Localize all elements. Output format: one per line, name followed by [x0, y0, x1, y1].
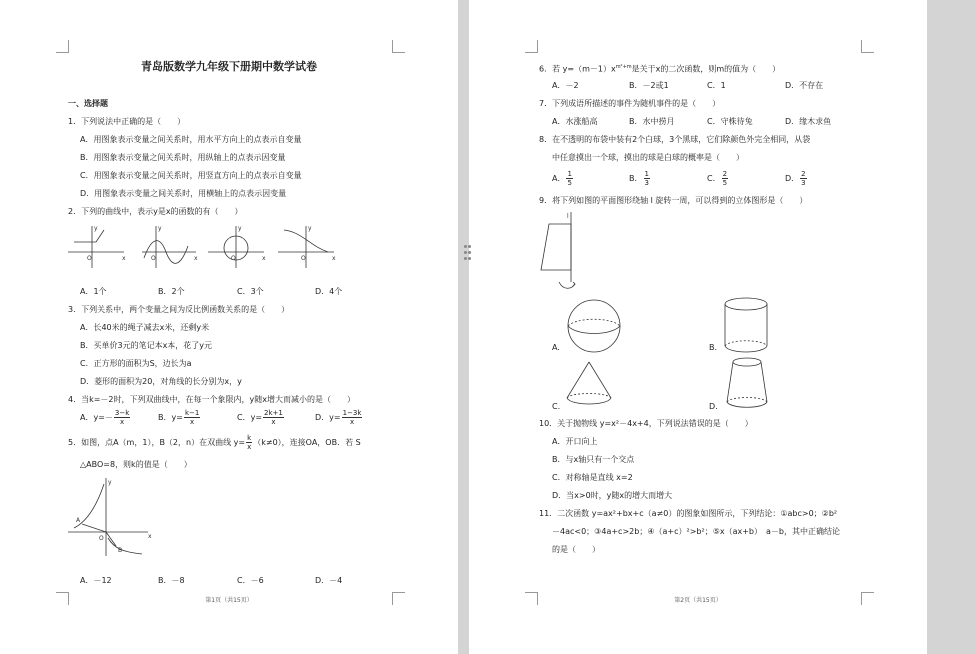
question-1-option-b: B．用图象表示变量之间关系时，用纵轴上的点表示因变量 [80, 153, 286, 162]
svg-text:x: x [194, 255, 198, 262]
question-8-option-a: A． $\frac{1}{5}$ [552, 170, 572, 187]
sphere-shape [565, 298, 625, 358]
question-11-stem: 11．二次函数 y=ax²+bx+c（a≠0）的图象如图所示，下列结论：①abc>0；②b² [539, 509, 838, 518]
graph-origin-label: O [87, 255, 92, 262]
y-axis-label: y [108, 479, 112, 486]
question-9-option-b[interactable]: B. [709, 343, 718, 352]
question-8-option-c: C． $\frac{2}{5}$ [707, 170, 728, 187]
crop-mark [56, 40, 69, 53]
question-1-option-a: A．用图象表示变量之间关系时，用水平方向上的点表示自变量 [80, 135, 302, 144]
question-3-option-a: A．长40米的绳子减去x米，还剩y米 [80, 323, 210, 332]
question-9-rotation-figure [537, 210, 577, 290]
question-5-stem: 5．如图，点A（m，1），B（2，n）在双曲线 y= $\frac{k}{x}$ （k≠0），连接OA，OB．若 S [68, 434, 361, 451]
crop-mark [392, 40, 405, 53]
svg-text:O: O [231, 255, 236, 262]
crop-mark [861, 40, 874, 53]
drag-handle[interactable] [464, 245, 472, 261]
graph-y-label: y [94, 225, 98, 232]
question-1-option-d: D．用图象表示变量之间关系时，用横轴上的点表示因变量 [80, 189, 287, 198]
question-9-option-d[interactable]: D. [709, 402, 718, 411]
question-6-option-a: A．－2 [552, 81, 579, 90]
question-7-option-b: B．水中捞月 [629, 117, 675, 126]
origin-label: O [99, 535, 104, 542]
cylinder-shape [723, 296, 773, 356]
question-2-option-c: C．3个 [237, 287, 264, 296]
question-8-option-d: D． $\frac{2}{3}$ [785, 170, 806, 187]
svg-text:y: y [238, 225, 242, 232]
question-10-option-b: B．与x轴只有一个交点 [552, 455, 635, 464]
document-title: 青岛版数学九年级下册期中数学试卷 [141, 60, 317, 73]
point-b-label: B [118, 547, 123, 554]
question-4-option-b: B．y= $\frac{k-1}{x}$ [158, 409, 200, 426]
question-1-option-c: C．用图象表示变量之间关系时，用竖直方向上的点表示自变量 [80, 171, 302, 180]
question-10-stem: 10．关于抛物线 y=x²－4x+4，下列说法错误的是（ ） [539, 419, 753, 428]
question-1-stem: 1．下列说法中正确的是（ ） [68, 117, 186, 126]
question-4-option-a: A．y=－ $\frac{3-k}{x}$ [80, 409, 130, 426]
question-3-stem: 3．下列关系中，两个变量之间为反比例函数关系的是（ ） [68, 305, 290, 314]
svg-text:y: y [158, 225, 162, 232]
document-page-1 [0, 0, 458, 654]
question-2-option-b: B．2个 [158, 287, 185, 296]
question-8-stem-cont: 中任意摸出一个球，摸出的球是白球的概率是（ ） [552, 153, 744, 162]
question-2-stem: 2．下列的曲线中，表示y是x的函数的有（ ） [68, 207, 243, 216]
question-4-stem: 4．当k=－2时，下列双曲线中，在每一个象限内，y随x增大而减小的是（ ） [68, 395, 355, 404]
frustum-shape [723, 354, 773, 414]
question-11-stem-cont: －4ac<0；③4a+c>2b；④（a+c）²>b²；⑤x（ax+b） a－b，其中正确结论 [552, 527, 840, 536]
question-7-option-d: D．缘木求鱼 [785, 117, 832, 126]
question-3-option-b: B．买单价3元的笔记本x本，花了y元 [80, 341, 213, 350]
point-a-label: A [76, 517, 81, 524]
axis-l-label: l [567, 213, 569, 220]
question-6-option-b: B．－2或1 [629, 81, 669, 90]
section-heading: 一、选择题 [68, 99, 108, 108]
question-10-option-c: C．对称轴是直线 x=2 [552, 473, 633, 482]
question-9-option-a[interactable]: A. [552, 343, 560, 352]
question-10-option-d: D．当x>0时，y随x的增大而增大 [552, 491, 673, 500]
question-7-option-a: A．水涨船高 [552, 117, 598, 126]
question-9-option-c[interactable]: C. [552, 402, 561, 411]
question-5-option-a: A．－12 [80, 576, 112, 585]
question-4-option-c: C．y= $\frac{2k+1}{x}$ [237, 409, 283, 426]
question-5-option-c: C．－6 [237, 576, 264, 585]
x-axis-label: x [148, 533, 152, 540]
svg-text:x: x [332, 255, 336, 262]
question-9-stem: 9．将下列如图的平面图形绕轴 l 旋转一周，可以得到的立体图形是（ ） [539, 196, 808, 205]
svg-text:O: O [301, 255, 306, 262]
cone-shape [565, 360, 615, 410]
question-6-option-c: C．1 [707, 81, 726, 90]
question-2-option-a: A．1个 [80, 287, 107, 296]
question-5-figure [68, 478, 158, 558]
question-7-stem: 7．下列成语所描述的事件为随机事件的是（ ） [539, 99, 721, 108]
question-5-option-d: D．－4 [315, 576, 343, 585]
question-5-option-b: B．－8 [158, 576, 185, 585]
svg-text:y: y [308, 225, 312, 232]
page-footer: 第1页（共15页） [205, 597, 253, 604]
question-7-option-c: C．守株待兔 [707, 117, 753, 126]
question-11-stem-end: 的是（ ） [552, 545, 600, 554]
question-4-option-d: D．y= $\frac{1-3k}{x}$ [315, 409, 362, 426]
question-10-option-a: A．开口向上 [552, 437, 598, 446]
crop-mark [525, 40, 538, 53]
question-3-option-c: C．正方形的面积为S，边长为a [80, 359, 192, 368]
svg-text:O: O [151, 255, 156, 262]
question-6-option-d: D．不存在 [785, 81, 824, 90]
question-2-graphs [66, 222, 406, 272]
question-6-stem: 6．若 $y=(m-1)x^{m^2+m}$是关于x的二次函数，则m的值为（ ） [539, 64, 781, 74]
question-8-option-b: B． $\frac{1}{3}$ [629, 170, 649, 187]
svg-text:x: x [262, 255, 266, 262]
question-2-option-d: D．4个 [315, 287, 343, 296]
question-8-stem: 8．在不透明的布袋中装有2个白球，3个黑球，它们除颜色外完全相同，从袋 [539, 135, 811, 144]
document-page-2 [469, 0, 927, 654]
question-3-option-d: D．菱形的面积为20，对角线的长分别为x，y [80, 377, 242, 386]
question-5-stem-cont: △ABO=8，则k的值是（ ） [80, 460, 192, 469]
graph-x-label: x [122, 255, 126, 262]
page-footer: 第2页（共15页） [674, 597, 722, 604]
